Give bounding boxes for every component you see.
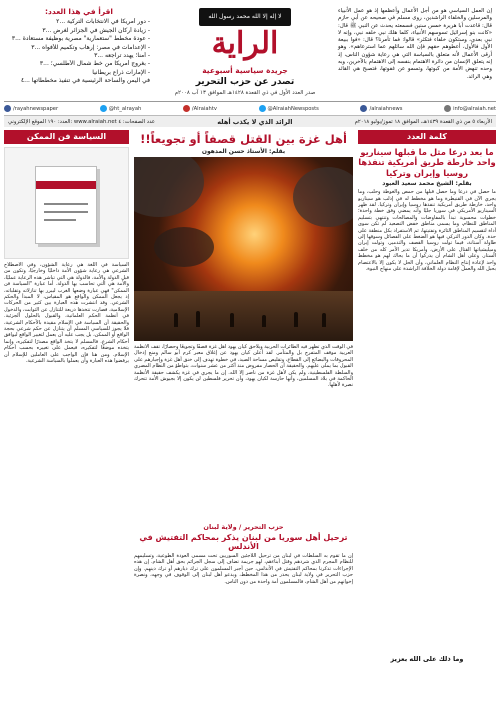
- twitter-icon: [259, 105, 266, 112]
- facebook-icon: [4, 105, 11, 112]
- photo-figure: [230, 313, 234, 327]
- social-link[interactable]: @ht_alrayah: [100, 105, 142, 112]
- issue-date: الأربعاء ٥ من ذي القعدة ١٤٣٩هـ، الموافق ١٨ تموز/يوليو ٢٠١٨م: [354, 118, 492, 125]
- youtube-icon: [183, 105, 190, 112]
- magazine-type: جريدة سياسية أسبوعية: [202, 66, 288, 75]
- book-line: [44, 211, 88, 213]
- social-link[interactable]: info@alraiah.net: [444, 105, 496, 112]
- second-article-kicker: حزب التحرير / ولاية لبنان: [203, 523, 284, 531]
- toc-item[interactable]: - أمنا؛ يهدد تراجعه ...٣: [94, 52, 150, 60]
- toc-title: اقرأ في هذا العدد:: [45, 7, 113, 16]
- social-bar: [4, 102, 496, 116]
- flag-banner: لا إله إلا الله محمد رسول الله: [199, 8, 291, 26]
- toc-item[interactable]: - بغروج أمريكا من خط شمال الأطلسي؛ ...٣: [39, 60, 150, 68]
- second-article-body: إن ما تقوم به السلطات في لبنان من ترحيل اللاجئين السوريين تحت مسمى العودة الطوعية، وتسليمهم للنظام المجرم الذي شردهم وقتل أبناءهم، لهو جريمة تضاف إلى سجل الجرائم بحق أهل الشام. إن هذه الإجراءات تذكرنا بمحاكم التفتيش في الأندلس، حين أجبر المسلمون على ترك ديارهم أو ترك دينهم. وإن حزب التحرير في ولاية لبنان يحذر من هذا المخطط، ويدعو أهل لبنان إلى الوقوف في وجهه، ونصرة إخوانهم من أهل الشام، فالمسلمون أمة واحدة من دون الناس.: [134, 553, 353, 585]
- mail-icon: [444, 105, 451, 112]
- editorial-column: [358, 130, 496, 704]
- photo-figure: [196, 311, 200, 327]
- main-headline[interactable]: أهل غزة بين القتل قصفاً أو تجويعاً!!: [140, 132, 347, 146]
- smoke-shape: [154, 227, 214, 267]
- editorial-headline[interactable]: ما بعد درعا مثل ما قبلها سيناريو واحد خارطة طريق أمريكية تنفذها روسيا وإيران وتركيا: [358, 147, 496, 178]
- issue-line: صدر العدد الأول في ذي القعدة ١٤٢٨هـ الموافق ١٣ آب ٢٠٠٨م: [174, 90, 316, 96]
- toc-item[interactable]: - عودة مخطط "ستعمارية" مصرية بوظيفة مستعادة ...٣: [11, 35, 150, 43]
- facebook-icon: [360, 105, 367, 112]
- toc-item[interactable]: في اليمن والساحة الرئيسية في تنفيذ مخططاتها ...٤: [20, 77, 150, 85]
- social-link[interactable]: /alraiahnews: [360, 105, 402, 112]
- book-image: [4, 147, 129, 259]
- smoke-shape: [134, 157, 204, 217]
- logo-block: [154, 4, 336, 101]
- photo-ground: [134, 291, 353, 341]
- second-article-headline[interactable]: ترحيل أهل سوريا من لبنان يذكر بمحاكم التفتيش في الأندلس: [139, 533, 348, 551]
- motto: الرائد الذي لا يكذب أهله: [217, 117, 293, 126]
- publisher: تصدر عن حزب التحرير: [195, 77, 295, 87]
- main-body: في الوقت الذي تظهر فيه الطائرات الحربية ويلاحق كيان يهود أهل غزة قصفًا وتجويعًا وحصارًا، تقف الأنظمة العربية موقف المتفرج بل والمتآمر. لقد أعلن كيان يهود عن إغلاق معبر كرم أبو سالم ومنع إدخال المحروقات والبضائع إلى القطاع، وتقليص مساحة الصيد، في خطوة تهدف إلى خنق أهل غزة وإجبارهم على القبول بما يملى عليهم. والحقيقة أن الحصار مفروض منذ أكثر من عشر سنوات، بتواطؤ من النظام المصري والسلطة الفلسطينية، ولم يكن لأهل غزة من ناصر إلا الله. إن ما يجري في غزة يكشف حقيقة الأنظمة الحاكمة في بلاد المسلمين، وأنها حارسة لكيان يهود، وأن تحرير فلسطين لن يكون إلا بجيوش الأمة تتحرك نصرة لأهلها.: [134, 344, 353, 389]
- toc-item[interactable]: - زيادة أركان الجيش في الجزائر لغرض ...٣: [42, 26, 150, 34]
- main-byline: بقلم: الأستاذ حسن المدهون: [201, 148, 286, 155]
- twitter-icon: [100, 105, 107, 112]
- smoke-shape: [293, 167, 353, 227]
- social-link[interactable]: /Alraiahtv: [183, 105, 217, 112]
- columns: [4, 130, 496, 704]
- editorial-body: ما حصل في درعا وما حصل قبلها من حمص والغوطة وحلب، وما يجري الآن في القنيطرة وما هو مخطط له في إدلب هو سيناريو واحد، خارطة طريق أمريكية تنفذها روسيا وإيران وتركيا. لقد ظهر السيناريو الأمريكي في سوريا جليًا وأنه يمضي وفق خطة واحدة؛ خطوات محسوبة تبدأ بالمفاوضات والمصالحات وتنتهي بتسليم المناطق للنظام، وما يسمى مناطق خفض التصعيد لم تكن سوى أداة لتقسيم المناطق الثائرة وتفتيتها، ثم الاستفراد بكل منطقة على حدة. وكان الدور التركي فيها هو الضغط على الفصائل وسوقها إلى طاولة أستانة، فيما تولت روسيا القصف والتدمير، وتولت إيران وميليشياتها القتال على الأرض، وأمريكا تدير الأمر كله من خلف الستار. وعلى أهل الشام أن يدركوا أن ما يحاك لهم هو مخطط واحد لإعادة إنتاج النظام العلماني، وأن الحل لا يكون إلا بالاعتصام بحبل الله والعمل لإقامة دولة الخلافة الراشدة على منهاج النبوة.: [358, 189, 496, 273]
- photo-figure: [174, 313, 178, 327]
- issue-meta: العدد: ١٩٠ الموقع الإلكتروني: www.alraiah.net عدد الصفحات: ٤: [8, 118, 156, 125]
- main-column: [134, 130, 353, 704]
- toc-item[interactable]: - دور أمريكا في الانتخابات التركية ...٢: [56, 18, 150, 26]
- photo-figure: [262, 315, 266, 327]
- section-title: كلمة العدد: [358, 130, 496, 144]
- book-band: [36, 181, 96, 189]
- toc-item[interactable]: - الإمارات ذراع بريطانيا: [92, 68, 150, 76]
- intro-text: إن العمل السياسي هو من أجل الأعمال وأعظمها إذ هو عمل الأنبياء والمرسلين والخلفاء الراشدين، روى مسلم في صحيحه عن أبي حازم قال: قاعدت أبا هريرة خمس سنين فسمعته يحدث عن النبي ﷺ قال: «كانت بنو إسرائيل تسوسهم الأنبياء، كلما هلك نبي خلفه نبي، وإنه لا نبي بعدي، وستكون خلفاء فتكثر» قالوا: فما تأمرنا؟ قال: «فوا ببيعة الأول فالأول، أعطوهم حقهم فإن الله سائلهم عما استرعاهم». وهو أرقى الأعمال لأنه متعلق بالسياسة التي هي رعاية شؤون الناس، إذ إنه يتعلق الإنسان من دائرة الاهتمام بنفسه إلى الاهتمام بالآخرين، وبه وحده تنهض الأمة من كبوتها، وتسمو عن غفوتها، فتصبح هي القائد وهي الرائد.: [338, 8, 492, 80]
- social-link[interactable]: /rayahnewspaper: [4, 105, 58, 112]
- photo-figure: [322, 313, 326, 327]
- opinion-body: السياسة في اللغة هي رعاية الشؤون، وفي الاصطلاح الشرعي هي رعاية شؤون الأمة داخليًا وخارجيًا، وتكون من قبل الدولة والأمة، فالدولة هي التي تباشر هذه الرعاية عمليًا، والأمة هي التي تحاسب بها الدولة. أما عبارة "السياسة فن الممكن" فهي عبارة وضعها الغرب ليبرر بها تنازلاته وتقلباته، إذ يجعل الممكن والواقع هو المقياس، لا المبدأ والحكم الشرعي. وقد انتشرت هذه العبارة بين كثير من الحركات الإسلامية، فصارت تتخذها ذريعة للتنازل عن الثوابت، والدخول في أنظمة الحكم العلمانية، والقبول بالحلول الجزئية. والحقيقة أن السياسة في الإسلام مقيدة بالأحكام الشرعية، فلا يجوز للسياسي المسلم أن يتنازل عن حكم شرعي بحجة الواقع أو الممكن، بل يجب عليه أن يعمل لتغيير الواقع ليوافق أحكام الشرع. فالمسلم لا يتخذ الواقع مصدرًا لتفكيره، وإنما يتخذه موضعًا لتفكيره، فيعمل على تغييره بحسب أحكام الإسلام. ومن هنا فإن الواجب على العاملين للإسلام أن يرفضوا هذه العبارة وأن يعملوا بالسياسة الشرعية.: [4, 262, 129, 365]
- editorial-byline: بقلم: الشيخ محمد سعيد العبود: [382, 180, 472, 188]
- social-link[interactable]: @AlraiahNewsposts: [259, 105, 319, 112]
- section-title: السياسة فن الممكن: [4, 130, 129, 144]
- book-line: [44, 203, 88, 205]
- toc-item[interactable]: - الإعدامات في مصر: إرهاب وتكميم للأفواه ...٣: [31, 43, 150, 51]
- book-cover: [35, 166, 97, 244]
- logo: الراية: [211, 26, 279, 61]
- date-bar: [4, 116, 496, 127]
- masthead: [4, 4, 496, 102]
- editorial-closing: وما ذلك على الله بعزيز: [390, 655, 464, 664]
- opinion-column: [4, 130, 129, 704]
- book-line: [44, 219, 76, 221]
- table-of-contents: [4, 4, 154, 101]
- photo-figure: [294, 312, 298, 327]
- main-photo: [134, 157, 353, 341]
